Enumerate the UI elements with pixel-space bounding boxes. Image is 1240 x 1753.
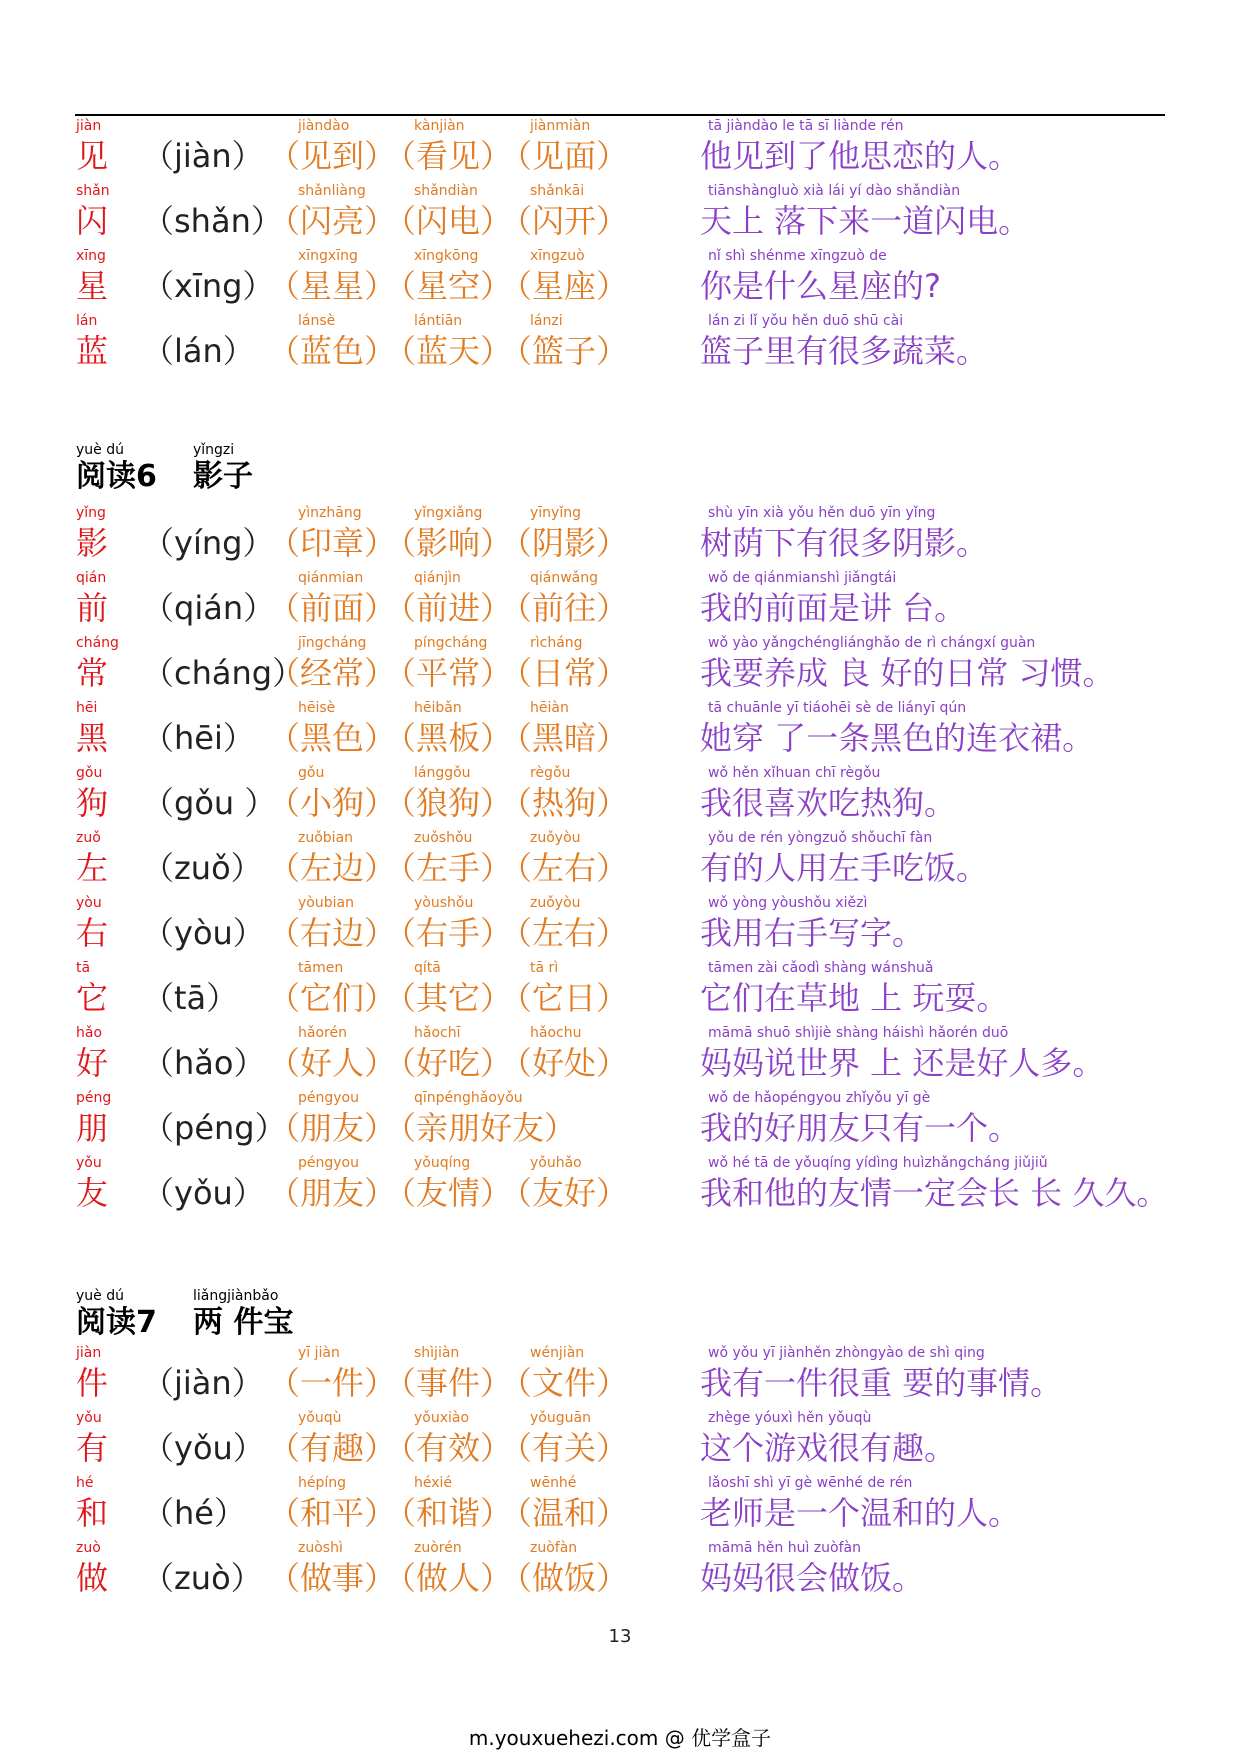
word-pinyin: yǒuxiào (414, 1410, 470, 1426)
character: 它 (76, 979, 109, 1017)
word-compound: （做人） (384, 1559, 513, 1597)
word-pinyin: qiánmian (298, 570, 364, 586)
word-pinyin: hēiàn (530, 700, 569, 716)
word-pinyin: qítā (414, 960, 441, 976)
example-sentence: 它们在草地 上 玩耍。 (700, 979, 1009, 1017)
vocab-row (0, 1475, 1240, 1540)
character-pinyin: qián (76, 570, 107, 586)
word-compound: （友好） (500, 1174, 629, 1212)
word-pinyin: péngyou (298, 1090, 359, 1106)
vocab-row (0, 1345, 1240, 1410)
word-pinyin: règǒu (530, 765, 571, 781)
vocab-row (0, 570, 1240, 635)
example-sentence: 你是什么星座的? (700, 267, 941, 305)
character: 友 (76, 1174, 109, 1212)
word-pinyin: yǒuguān (530, 1410, 591, 1426)
character-pinyin: yǒu (76, 1155, 102, 1171)
word-pinyin: rìcháng (530, 635, 583, 651)
character: 件 (76, 1364, 109, 1402)
word-compound: （蓝天） (384, 332, 513, 370)
example-sentence: 我的好朋友只有一个。 (700, 1109, 1021, 1147)
sentence-pinyin: nǐ shì shénme xīngzuò de (708, 248, 887, 264)
character: 前 (76, 589, 109, 627)
word-pinyin: zuǒyòu (530, 830, 581, 846)
word-compound: （星座） (500, 267, 629, 305)
character-pinyin: zuǒ (76, 830, 101, 846)
character: 黑 (76, 719, 109, 757)
word-compound: （阴影） (500, 524, 629, 562)
character: 朋 (76, 1109, 109, 1147)
word-pinyin: kànjiàn (414, 118, 465, 134)
word-pinyin: xīngxīng (298, 248, 358, 264)
character: 蓝 (76, 332, 109, 370)
example-sentence: 天上 落下来一道闪电。 (700, 202, 1031, 240)
word-compound: （右边） (268, 914, 397, 952)
word-pinyin: zuǒyòu (530, 895, 581, 911)
character: 影 (76, 524, 109, 562)
section-title: 两 件宝 (193, 1305, 294, 1340)
word-pinyin: tā rì (530, 960, 559, 976)
word-pinyin: péngyou (298, 1155, 359, 1171)
word-pinyin: wénjiàn (530, 1345, 585, 1361)
example-sentence: 我的前面是讲 台。 (700, 589, 967, 627)
word-pinyin: xīngzuò (530, 248, 585, 264)
character: 右 (76, 914, 109, 952)
word-pinyin: héxié (414, 1475, 453, 1491)
word-pinyin: jiànmiàn (530, 118, 591, 134)
sentence-pinyin: tā chuānle yī tiáohēi sè de liányī qún (708, 700, 967, 716)
character: 和 (76, 1494, 109, 1532)
pronunciation: （qián） (142, 589, 276, 627)
sentence-pinyin: lán zi lǐ yǒu hěn duō shū cài (708, 313, 904, 329)
word-pinyin: hépíng (298, 1475, 347, 1491)
word-compound: （前面） (268, 589, 397, 627)
word-pinyin: shǎndiàn (414, 183, 478, 199)
word-compound: （左边） (268, 849, 397, 887)
word-compound: （好处） (500, 1044, 629, 1082)
sentence-pinyin: yǒu de rén yòngzuǒ shǒuchī fàn (708, 830, 933, 846)
word-compound: （有效） (384, 1429, 513, 1467)
section-heading (76, 1288, 476, 1346)
word-pinyin: yǒuqíng (414, 1155, 471, 1171)
character-pinyin: xīng (76, 248, 106, 264)
character-pinyin: hēi (76, 700, 98, 716)
word-pinyin: yòubian (298, 895, 354, 911)
sentence-pinyin: wǒ hěn xǐhuan chī règǒu (708, 765, 881, 781)
word-compound: （星星） (268, 267, 397, 305)
word-pinyin: hēisè (298, 700, 336, 716)
word-pinyin: lánsè (298, 313, 336, 329)
word-compound: （前进） (384, 589, 513, 627)
pronunciation: （yǒu） (142, 1174, 265, 1212)
pronunciation: （hé） (142, 1494, 246, 1532)
sentence-pinyin: wǒ yǒu yī jiànhěn zhòngyào de shì qing (708, 1345, 985, 1361)
character: 好 (76, 1044, 109, 1082)
example-sentence: 妈妈说世界 上 还是好人多。 (700, 1044, 1105, 1082)
vocab-row (0, 1090, 1240, 1155)
word-pinyin: zuǒbian (298, 830, 354, 846)
character-pinyin: hǎo (76, 1025, 103, 1041)
section-label: 阅读7 (76, 1305, 157, 1340)
word-compound: （亲朋好友） (384, 1109, 577, 1147)
vocab-row (0, 1025, 1240, 1090)
section-title-pinyin: yǐngzi (193, 442, 235, 458)
character: 左 (76, 849, 109, 887)
word-compound: （左右） (500, 849, 629, 887)
pronunciation: （hēi） (142, 719, 255, 757)
vocab-row (0, 895, 1240, 960)
character-pinyin: yòu (76, 895, 102, 911)
word-pinyin: qīnpénghǎoyǒu (414, 1090, 523, 1106)
word-pinyin: yòushǒu (414, 895, 474, 911)
word-compound: （它们） (268, 979, 397, 1017)
character-pinyin: gǒu (76, 765, 103, 781)
word-compound: （经常） (268, 654, 397, 692)
word-pinyin: jīngcháng (298, 635, 367, 651)
word-pinyin: yǐngxiǎng (414, 505, 483, 521)
pronunciation: （hǎo） (142, 1044, 266, 1082)
sentence-pinyin: wǒ de qiánmianshì jiǎngtái (708, 570, 897, 586)
word-compound: （前往） (500, 589, 629, 627)
word-compound: （朋友） (268, 1174, 397, 1212)
vocab-row (0, 765, 1240, 830)
word-pinyin: gǒu (298, 765, 325, 781)
word-compound: （黑色） (268, 719, 397, 757)
word-compound: （看见） (384, 137, 513, 175)
word-pinyin: hǎochī (414, 1025, 461, 1041)
vocab-row (0, 1410, 1240, 1475)
example-sentence: 老师是一个温和的人。 (700, 1494, 1021, 1532)
example-sentence: 树荫下有很多阴影。 (700, 524, 989, 562)
vocab-row (0, 1155, 1240, 1220)
vocab-row (0, 248, 1240, 313)
word-pinyin: wēnhé (530, 1475, 577, 1491)
vocab-row (0, 635, 1240, 700)
character: 常 (76, 654, 109, 692)
pronunciation: （gǒu ） (142, 784, 277, 822)
word-compound: （星空） (384, 267, 513, 305)
word-pinyin: yī jiàn (298, 1345, 340, 1361)
word-pinyin: shìjiàn (414, 1345, 460, 1361)
example-sentence: 这个游戏很有趣。 (700, 1429, 957, 1467)
pronunciation: （xīng） (142, 267, 275, 305)
pronunciation: （tā） (142, 979, 239, 1017)
word-compound: （黑暗） (500, 719, 629, 757)
word-compound: （小狗） (268, 784, 397, 822)
word-compound: （闪开） (500, 202, 629, 240)
word-compound: （黑板） (384, 719, 513, 757)
word-pinyin: qiánwǎng (530, 570, 599, 586)
character-pinyin: shǎn (76, 183, 110, 199)
word-compound: （日常） (500, 654, 629, 692)
sentence-pinyin: zhège yóuxì hěn yǒuqù (708, 1410, 872, 1426)
vocab-row (0, 505, 1240, 570)
sentence-pinyin: shù yīn xià yǒu hěn duō yīn yǐng (708, 505, 936, 521)
word-compound: （做事） (268, 1559, 397, 1597)
section-label: 阅读6 (76, 459, 157, 494)
character-pinyin: cháng (76, 635, 119, 651)
word-pinyin: tāmen (298, 960, 344, 976)
footer-watermark: m.youxuehezi.com @ 优学盒子 (468, 1726, 772, 1750)
example-sentence: 我要养成 良 好的日常 习惯。 (700, 654, 1115, 692)
word-pinyin: yǒuhǎo (530, 1155, 582, 1171)
word-compound: （影响） (384, 524, 513, 562)
word-pinyin: zuǒshǒu (414, 830, 473, 846)
word-compound: （它日） (500, 979, 629, 1017)
sentence-pinyin: māmā hěn huì zuòfàn (708, 1540, 861, 1556)
section-heading (76, 442, 476, 500)
word-pinyin: shǎnliàng (298, 183, 366, 199)
word-pinyin: zuòshì (298, 1540, 343, 1556)
word-pinyin: yīnyǐng (530, 505, 581, 521)
example-sentence: 我和他的友情一定会长 长 久久。 (700, 1174, 1169, 1212)
character: 星 (76, 267, 109, 305)
word-pinyin: yìnzhāng (298, 505, 362, 521)
pronunciation: （zuǒ） (142, 849, 263, 887)
character: 闪 (76, 202, 109, 240)
word-compound: （做饭） (500, 1559, 629, 1597)
sentence-pinyin: māmā shuō shìjiè shàng háishì hǎorén duō (708, 1025, 1009, 1041)
word-compound: （有趣） (268, 1429, 397, 1467)
example-sentence: 我有一件很重 要的事情。 (700, 1364, 1063, 1402)
vocab-row (0, 1540, 1240, 1605)
pronunciation: （cháng） (142, 654, 305, 692)
pronunciation: （péng） (142, 1109, 287, 1147)
example-sentence: 有的人用左手吃饭。 (700, 849, 989, 887)
word-compound: （好人） (268, 1044, 397, 1082)
character-pinyin: péng (76, 1090, 112, 1106)
character-pinyin: hé (76, 1475, 94, 1491)
word-compound: （蓝色） (268, 332, 397, 370)
example-sentence: 我很喜欢吃热狗。 (700, 784, 957, 822)
pronunciation: （shǎn） (142, 202, 283, 240)
word-compound: （热狗） (500, 784, 629, 822)
word-compound: （左右） (500, 914, 629, 952)
word-pinyin: yǒuqù (298, 1410, 342, 1426)
pronunciation: （yǒu） (142, 1429, 265, 1467)
vocab-row (0, 700, 1240, 765)
sentence-pinyin: wǒ hé tā de yǒuqíng yídìng huìzhǎngcháng jiǔjiǔ (708, 1155, 1048, 1171)
word-compound: （文件） (500, 1364, 629, 1402)
sentence-pinyin: wǒ de hǎopéngyou zhǐyǒu yī gè (708, 1090, 931, 1106)
vocab-row (0, 313, 1240, 378)
character: 做 (76, 1559, 109, 1597)
word-compound: （印章） (268, 524, 397, 562)
word-compound: （闪电） (384, 202, 513, 240)
word-compound: （和平） (268, 1494, 397, 1532)
pronunciation: （lán） (142, 332, 255, 370)
vocab-row (0, 960, 1240, 1025)
sentence-pinyin: lǎoshī shì yī gè wēnhé de rén (708, 1475, 913, 1491)
word-compound: （篮子） (500, 332, 629, 370)
top-rule (75, 114, 1165, 116)
word-pinyin: jiàndào (298, 118, 350, 134)
word-compound: （有关） (500, 1429, 629, 1467)
word-pinyin: hǎorén (298, 1025, 347, 1041)
sentence-pinyin: tiānshàngluò xià lái yí dào shǎndiàn (708, 183, 961, 199)
word-compound: （平常） (384, 654, 513, 692)
sentence-pinyin: wǒ yào yǎngchéngliánghǎo de rì chángxí guàn (708, 635, 1036, 651)
word-pinyin: lánzi (530, 313, 563, 329)
word-pinyin: lántiān (414, 313, 463, 329)
character: 狗 (76, 784, 109, 822)
sentence-pinyin: wǒ yòng yòushǒu xiězì (708, 895, 868, 911)
word-pinyin: hēibǎn (414, 700, 462, 716)
section-label-pinyin: yuè dú (76, 1288, 124, 1304)
word-pinyin: hǎochu (530, 1025, 582, 1041)
example-sentence: 他见到了他思恋的人。 (700, 137, 1021, 175)
sentence-pinyin: tāmen zài cǎodì shàng wánshuǎ (708, 960, 934, 976)
word-compound: （和谐） (384, 1494, 513, 1532)
word-compound: （温和） (500, 1494, 629, 1532)
word-pinyin: zuòrén (414, 1540, 462, 1556)
word-compound: （狼狗） (384, 784, 513, 822)
character-pinyin: yǐng (76, 505, 106, 521)
character-pinyin: lán (76, 313, 98, 329)
section-title-pinyin: liǎngjiànbǎo (193, 1288, 279, 1304)
word-pinyin: qiánjìn (414, 570, 461, 586)
character-pinyin: jiàn (76, 118, 102, 134)
section-title: 影子 (193, 459, 253, 494)
character-pinyin: tā (76, 960, 91, 976)
character-pinyin: jiàn (76, 1345, 102, 1361)
example-sentence: 我用右手写字。 (700, 914, 925, 952)
pronunciation: （zuò） (142, 1559, 263, 1597)
word-compound: （见面） (500, 137, 629, 175)
page-number: 13 (608, 1626, 632, 1647)
word-compound: （好吃） (384, 1044, 513, 1082)
word-pinyin: xīngkōng (414, 248, 479, 264)
character-pinyin: yǒu (76, 1410, 102, 1426)
word-pinyin: shǎnkāi (530, 183, 585, 199)
word-pinyin: píngcháng (414, 635, 488, 651)
pronunciation: （jiàn） (142, 1364, 264, 1402)
pronunciation: （yòu） (142, 914, 265, 952)
word-compound: （其它） (384, 979, 513, 1017)
word-compound: （一件） (268, 1364, 397, 1402)
character: 有 (76, 1429, 109, 1467)
word-compound: （右手） (384, 914, 513, 952)
word-pinyin: zuòfàn (530, 1540, 578, 1556)
character: 见 (76, 137, 109, 175)
vocab-row (0, 830, 1240, 895)
sentence-pinyin: tā jiàndào le tā sī liànde rén (708, 118, 904, 134)
word-compound: （闪亮） (268, 202, 397, 240)
word-compound: （左手） (384, 849, 513, 887)
example-sentence: 她穿 了一条黑色的连衣裙。 (700, 719, 1095, 757)
example-sentence: 篮子里有很多蔬菜。 (700, 332, 989, 370)
vocab-row (0, 183, 1240, 248)
example-sentence: 妈妈很会做饭。 (700, 1559, 925, 1597)
vocab-row (0, 118, 1240, 183)
word-compound: （事件） (384, 1364, 513, 1402)
character-pinyin: zuò (76, 1540, 101, 1556)
pronunciation: （jiàn） (142, 137, 264, 175)
word-compound: （朋友） (268, 1109, 397, 1147)
section-label-pinyin: yuè dú (76, 442, 124, 458)
word-pinyin: lánggǒu (414, 765, 471, 781)
word-compound: （见到） (268, 137, 397, 175)
pronunciation: （yíng） (142, 524, 275, 562)
word-compound: （友情） (384, 1174, 513, 1212)
